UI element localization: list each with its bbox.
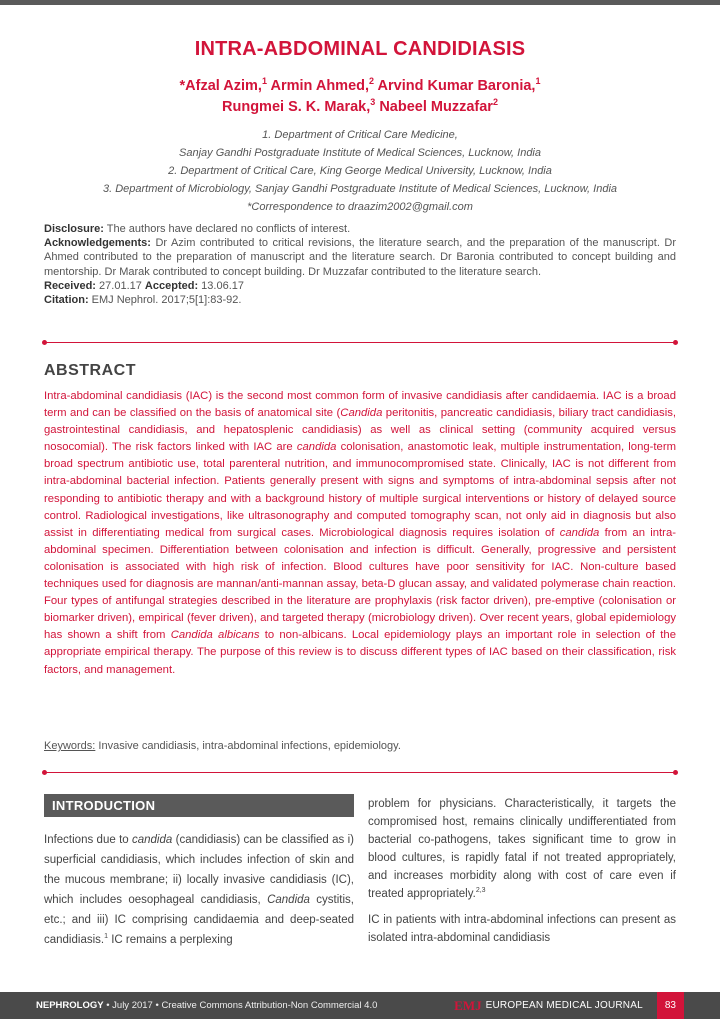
author-name: Nabeel Muzzafar [375, 99, 493, 115]
disclosure-label: Disclosure: [44, 223, 104, 235]
author-name: Rungmei S. K. Marak, [222, 99, 371, 115]
citation-label: Citation: [44, 294, 89, 307]
keywords-label: Keywords: [44, 740, 96, 752]
footer-section: NEPHROLOGY [36, 1000, 104, 1011]
disclosure [44, 222, 676, 236]
citation-ref: 2,3 [475, 887, 486, 895]
abstract-segment: from an intra-abdominal specimen. Differentiation between colonisation and infection is difficult. Generally, progressive and persistent colonisation is associated with high risk of infection. Blood cultures have poor sensitivity for IAC. Non-culture based techniques used for diagnosis are mannan/anti-mannan assay, beta-D glucan assay, and validated polymerase chain reaction. Four types of antifungal strategies described in the literature are prophylaxis (risk factor driven), pre-emptive (colonisation or biomarker driven), empirical (fever driven), and targeted therapy (microbiology driven). Over recent years, global epidemiology has shown a shift from [44, 526, 676, 642]
affiliation-line: 2. Department of Critical Care, King George Medical University, Lucknow, India [168, 165, 552, 177]
dates [44, 279, 676, 293]
affiliation-line: Sanjay Gandhi Postgraduate Institute of Medical Sciences, Lucknow, India [179, 147, 541, 159]
body-segment: IC remains a perplexing [108, 934, 233, 946]
abstract-segment: colonisation, anastomotic leak, multiple instrumentation, long-term broad spectrum antibiotic use, total parenteral nutrition, and immunocompromised state. Clinically, IAC is not different from intra-abdominal bacterial infection. Patients generally present with signs and symptoms of intra-abdominal sepsis after not responding to antibiotic therapy and with a background history of multiple surgical interventions or history of delayed source control. Radiological investigations, like ultrasonography and computed tomography scan, not only aid in diagnosis but also assist in differentiating medical from surgical cases. Microbiological diagnosis requires isolation of [44, 441, 677, 539]
abstract-italic: candida [296, 441, 337, 454]
body-italic: candida [132, 834, 173, 846]
author-name: Arvind Kumar Baronia, [374, 78, 536, 94]
abstract-text [44, 388, 676, 679]
abstract-segment: to non-albicans. Local epidemiology plays an important role in selection of the appropriate empirical therapy. The purpose of this review is to discuss different types of IAC based on their classification, risk factors, and management. [44, 629, 676, 676]
article-meta [44, 222, 676, 307]
citation-text: EMJ Nephrol. 2017;5[1]:83-92. [88, 294, 242, 307]
author-name: Armin Ahmed, [266, 78, 370, 94]
accepted-date: 13.06.17 [198, 279, 244, 292]
abstract-heading: ABSTRACT [44, 362, 136, 379]
correspondence-line: *Correspondence to draazim2002@gmail.com [247, 201, 473, 213]
author-affil-ref: 3 [370, 97, 376, 108]
affiliations [0, 126, 720, 216]
abstract-italic: Candida [340, 407, 383, 420]
body-column-left [44, 830, 354, 950]
abstract-segment: peritonitis, pancreatic candidiasis, biliary tract candidiasis, gastrointestinal candidiasis, and hepatosplenic candidiasis) as well as clinical setting (community acquired versus nosocomial). The risk factors linked with IAC are [44, 407, 676, 454]
body-segment: problem for physicians. Characteristically, it targets the compromised host, remains clinically undifferentiated from bacterial co-pathogens, takes significant time to grow in blood cultures, is rapidly fatal if not treated appropriately, and increases morbidity along with cost of care even if treated appropriately. [368, 798, 676, 900]
received-date: 27.01.17 [95, 279, 145, 292]
body-paragraph: IC in patients with intra-abdominal infections can present as isolated intra-abdominal candidiasis [368, 914, 676, 944]
author-line-1 [0, 76, 720, 97]
received-label: Received: [44, 279, 96, 292]
author-affil-ref: 1 [535, 76, 541, 87]
abstract-italic: candida [559, 526, 600, 539]
body-column-right [368, 795, 676, 947]
divider-rule [44, 772, 676, 773]
abstract-italic: Candida albicans [170, 629, 260, 642]
affiliation-line: 1. Department of Critical Care Medicine, [262, 129, 458, 141]
keywords [44, 740, 676, 752]
abstract-segment: Intra-abdominal candidiasis (IAC) is the second most common form of invasive candidiasis after candidaemia. IAC is a broad term and can be classified on the basis of anatomical site ( [44, 390, 676, 420]
page-footer [0, 992, 720, 1019]
accepted-label: Accepted: [144, 279, 199, 292]
keywords-text: Invasive candidiasis, intra-abdominal infections, epidemiology. [95, 740, 401, 752]
disclosure-text: The authors have declared no conflicts of interest. [103, 223, 351, 235]
body-paragraph [368, 795, 676, 903]
body-segment: Infections due to [44, 834, 132, 846]
author-list [0, 76, 720, 118]
ack-label: Acknowledgements: [44, 237, 151, 250]
citation-ref: 1 [104, 933, 108, 941]
author-affil-ref: 1 [261, 76, 267, 87]
divider-rule [44, 342, 676, 343]
introduction-heading: INTRODUCTION [44, 794, 354, 817]
author-line-2 [0, 97, 720, 118]
body-italic: Candida [267, 894, 310, 906]
journal-name: EUROPEAN MEDICAL JOURNAL [485, 1000, 643, 1011]
top-bar [0, 0, 720, 5]
acknowledgements [44, 236, 676, 279]
article-title: INTRA-ABDOMINAL CANDIDIASIS [194, 38, 526, 60]
affiliation-line: 3. Department of Microbiology, Sanjay Gandhi Postgraduate Institute of Medical Sciences, Lucknow, India [102, 183, 618, 195]
body-segment: cystitis, etc.; and iii) IC comprising candidaemia and deep-seated candidiasis. [44, 894, 354, 946]
author-affil-ref: 2 [492, 97, 498, 108]
emj-logo: EMJ [454, 997, 482, 1013]
author-name: *Afzal Azim, [179, 78, 262, 94]
footer-branding [454, 992, 684, 1019]
footer-info [36, 992, 377, 1019]
page-number: 83 [657, 992, 684, 1019]
footer-details: • July 2017 • Creative Commons Attribution-Non Commercial 4.0 [103, 1000, 378, 1011]
citation [44, 293, 676, 307]
body-segment: (candidiasis) can be classified as i) superficial candidiasis, which includes infection of skin and the mucous membrane; ii) locally invasive candidiasis (IC), which includes oesophageal candidiasis, [44, 834, 354, 906]
ack-text: Dr Azim contributed to critical revisions, the literature search, and the preparation of the manuscript. Dr Ahmed contributed to the preparation of manuscript and the literature search. Dr Baronia contributed to concept building and mentorship. Dr Marak contributed to concept building. Dr Muzzafar contributed to the literature search. [44, 237, 676, 278]
author-affil-ref: 2 [369, 76, 375, 87]
